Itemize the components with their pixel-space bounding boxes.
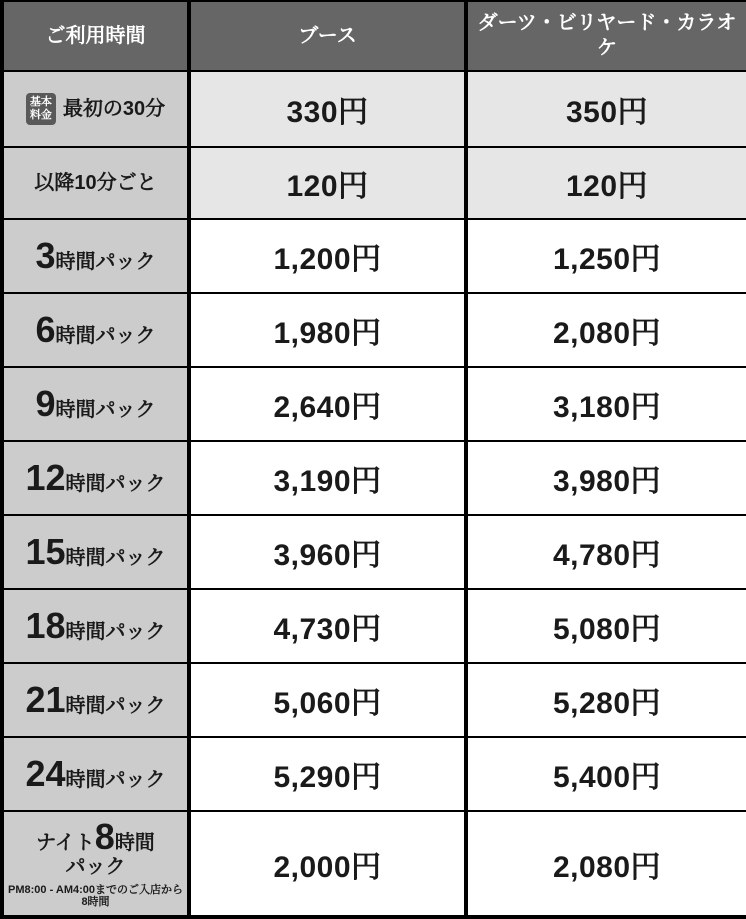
price-cell-booth: 1,200円 bbox=[189, 219, 466, 293]
night-time-note: PM8:00 - AM4:00までのご入店から8時間 bbox=[8, 883, 184, 908]
row-pack-24h bbox=[2, 737, 746, 811]
night-label-line1 bbox=[36, 815, 155, 857]
price-cell-booth: 330円 bbox=[189, 71, 466, 147]
header-cell-usage-time: ご利用時間 bbox=[2, 1, 189, 71]
row-pack-6h bbox=[2, 293, 746, 367]
basic-fee-badge bbox=[26, 93, 56, 125]
night-label-post: 時間 bbox=[114, 831, 155, 854]
price-cell-darts: 5,280円 bbox=[466, 663, 746, 737]
header-cell-booth: ブース bbox=[189, 1, 466, 71]
row-basic-first-30min bbox=[2, 71, 746, 147]
row-pack-15h bbox=[2, 515, 746, 589]
pack-hours: 9 bbox=[35, 383, 56, 424]
price-cell-booth: 4,730円 bbox=[189, 589, 466, 663]
night-label-pre: ナイト bbox=[36, 831, 95, 854]
pack-hours: 12 bbox=[25, 457, 66, 498]
price-cell-darts: 350円 bbox=[466, 71, 746, 147]
price-cell-booth: 3,960円 bbox=[189, 515, 466, 589]
night-hours: 8 bbox=[94, 815, 115, 857]
pack-hours: 6 bbox=[35, 309, 56, 350]
row-pack-3h bbox=[2, 219, 746, 293]
pack-hours: 3 bbox=[35, 235, 56, 276]
price-cell-darts: 5,080円 bbox=[466, 589, 746, 663]
row-pack-21h bbox=[2, 663, 746, 737]
pack-label: 時間パック bbox=[65, 621, 166, 643]
price-cell-booth: 2,000円 bbox=[189, 811, 466, 917]
label-cell-pack bbox=[2, 663, 189, 737]
label-cell-pack bbox=[2, 737, 189, 811]
price-cell-darts: 1,250円 bbox=[466, 219, 746, 293]
price-cell-booth: 2,640円 bbox=[189, 367, 466, 441]
row-pack-18h bbox=[2, 589, 746, 663]
label-cell-pack bbox=[2, 293, 189, 367]
price-cell-darts: 2,080円 bbox=[466, 811, 746, 917]
label-cell-pack bbox=[2, 589, 189, 663]
price-cell-darts: 3,980円 bbox=[466, 441, 746, 515]
label-cell-first-30min bbox=[2, 71, 189, 147]
label-cell-pack bbox=[2, 515, 189, 589]
pack-label: 時間パック bbox=[55, 325, 156, 347]
price-cell-darts: 4,780円 bbox=[466, 515, 746, 589]
price-cell-booth: 120円 bbox=[189, 147, 466, 219]
price-cell-booth: 3,190円 bbox=[189, 441, 466, 515]
pack-hours: 24 bbox=[25, 753, 66, 794]
pack-label: 時間パック bbox=[65, 695, 166, 717]
header-row bbox=[2, 1, 746, 71]
label-cell-pack bbox=[2, 219, 189, 293]
night-label-line2: パック bbox=[65, 855, 126, 878]
price-cell-darts: 120円 bbox=[466, 147, 746, 219]
price-cell-booth: 1,980円 bbox=[189, 293, 466, 367]
label-cell-per-10min: 以降10分ごと bbox=[2, 147, 189, 219]
pack-label: 時間パック bbox=[65, 547, 166, 569]
label-cell-pack bbox=[2, 367, 189, 441]
basic-fee-badge-line1: 基本 bbox=[29, 95, 52, 108]
price-cell-booth: 5,290円 bbox=[189, 737, 466, 811]
row-pack-9h bbox=[2, 367, 746, 441]
pack-label: 時間パック bbox=[65, 473, 166, 495]
price-cell-booth: 5,060円 bbox=[189, 663, 466, 737]
pack-hours: 18 bbox=[25, 605, 66, 646]
row-label: 最初の30分 bbox=[62, 98, 166, 120]
price-cell-darts: 5,400円 bbox=[466, 737, 746, 811]
row-night-8h-pack bbox=[2, 811, 746, 917]
pack-hours: 15 bbox=[25, 531, 66, 572]
basic-fee-badge-line2: 料金 bbox=[29, 109, 52, 121]
pack-label: 時間パック bbox=[65, 769, 166, 791]
pack-label: 時間パック bbox=[55, 399, 156, 421]
row-pack-12h bbox=[2, 441, 746, 515]
label-cell-pack bbox=[2, 441, 189, 515]
pack-hours: 21 bbox=[25, 679, 66, 720]
label-cell-night-pack bbox=[2, 811, 189, 917]
pack-label: 時間パック bbox=[55, 251, 156, 273]
price-cell-darts: 3,180円 bbox=[466, 367, 746, 441]
row-basic-per-10min bbox=[2, 147, 746, 219]
header-cell-darts-billiards-karaoke: ダーツ・ビリヤード・カラオケ bbox=[466, 1, 746, 71]
price-cell-darts: 2,080円 bbox=[466, 293, 746, 367]
